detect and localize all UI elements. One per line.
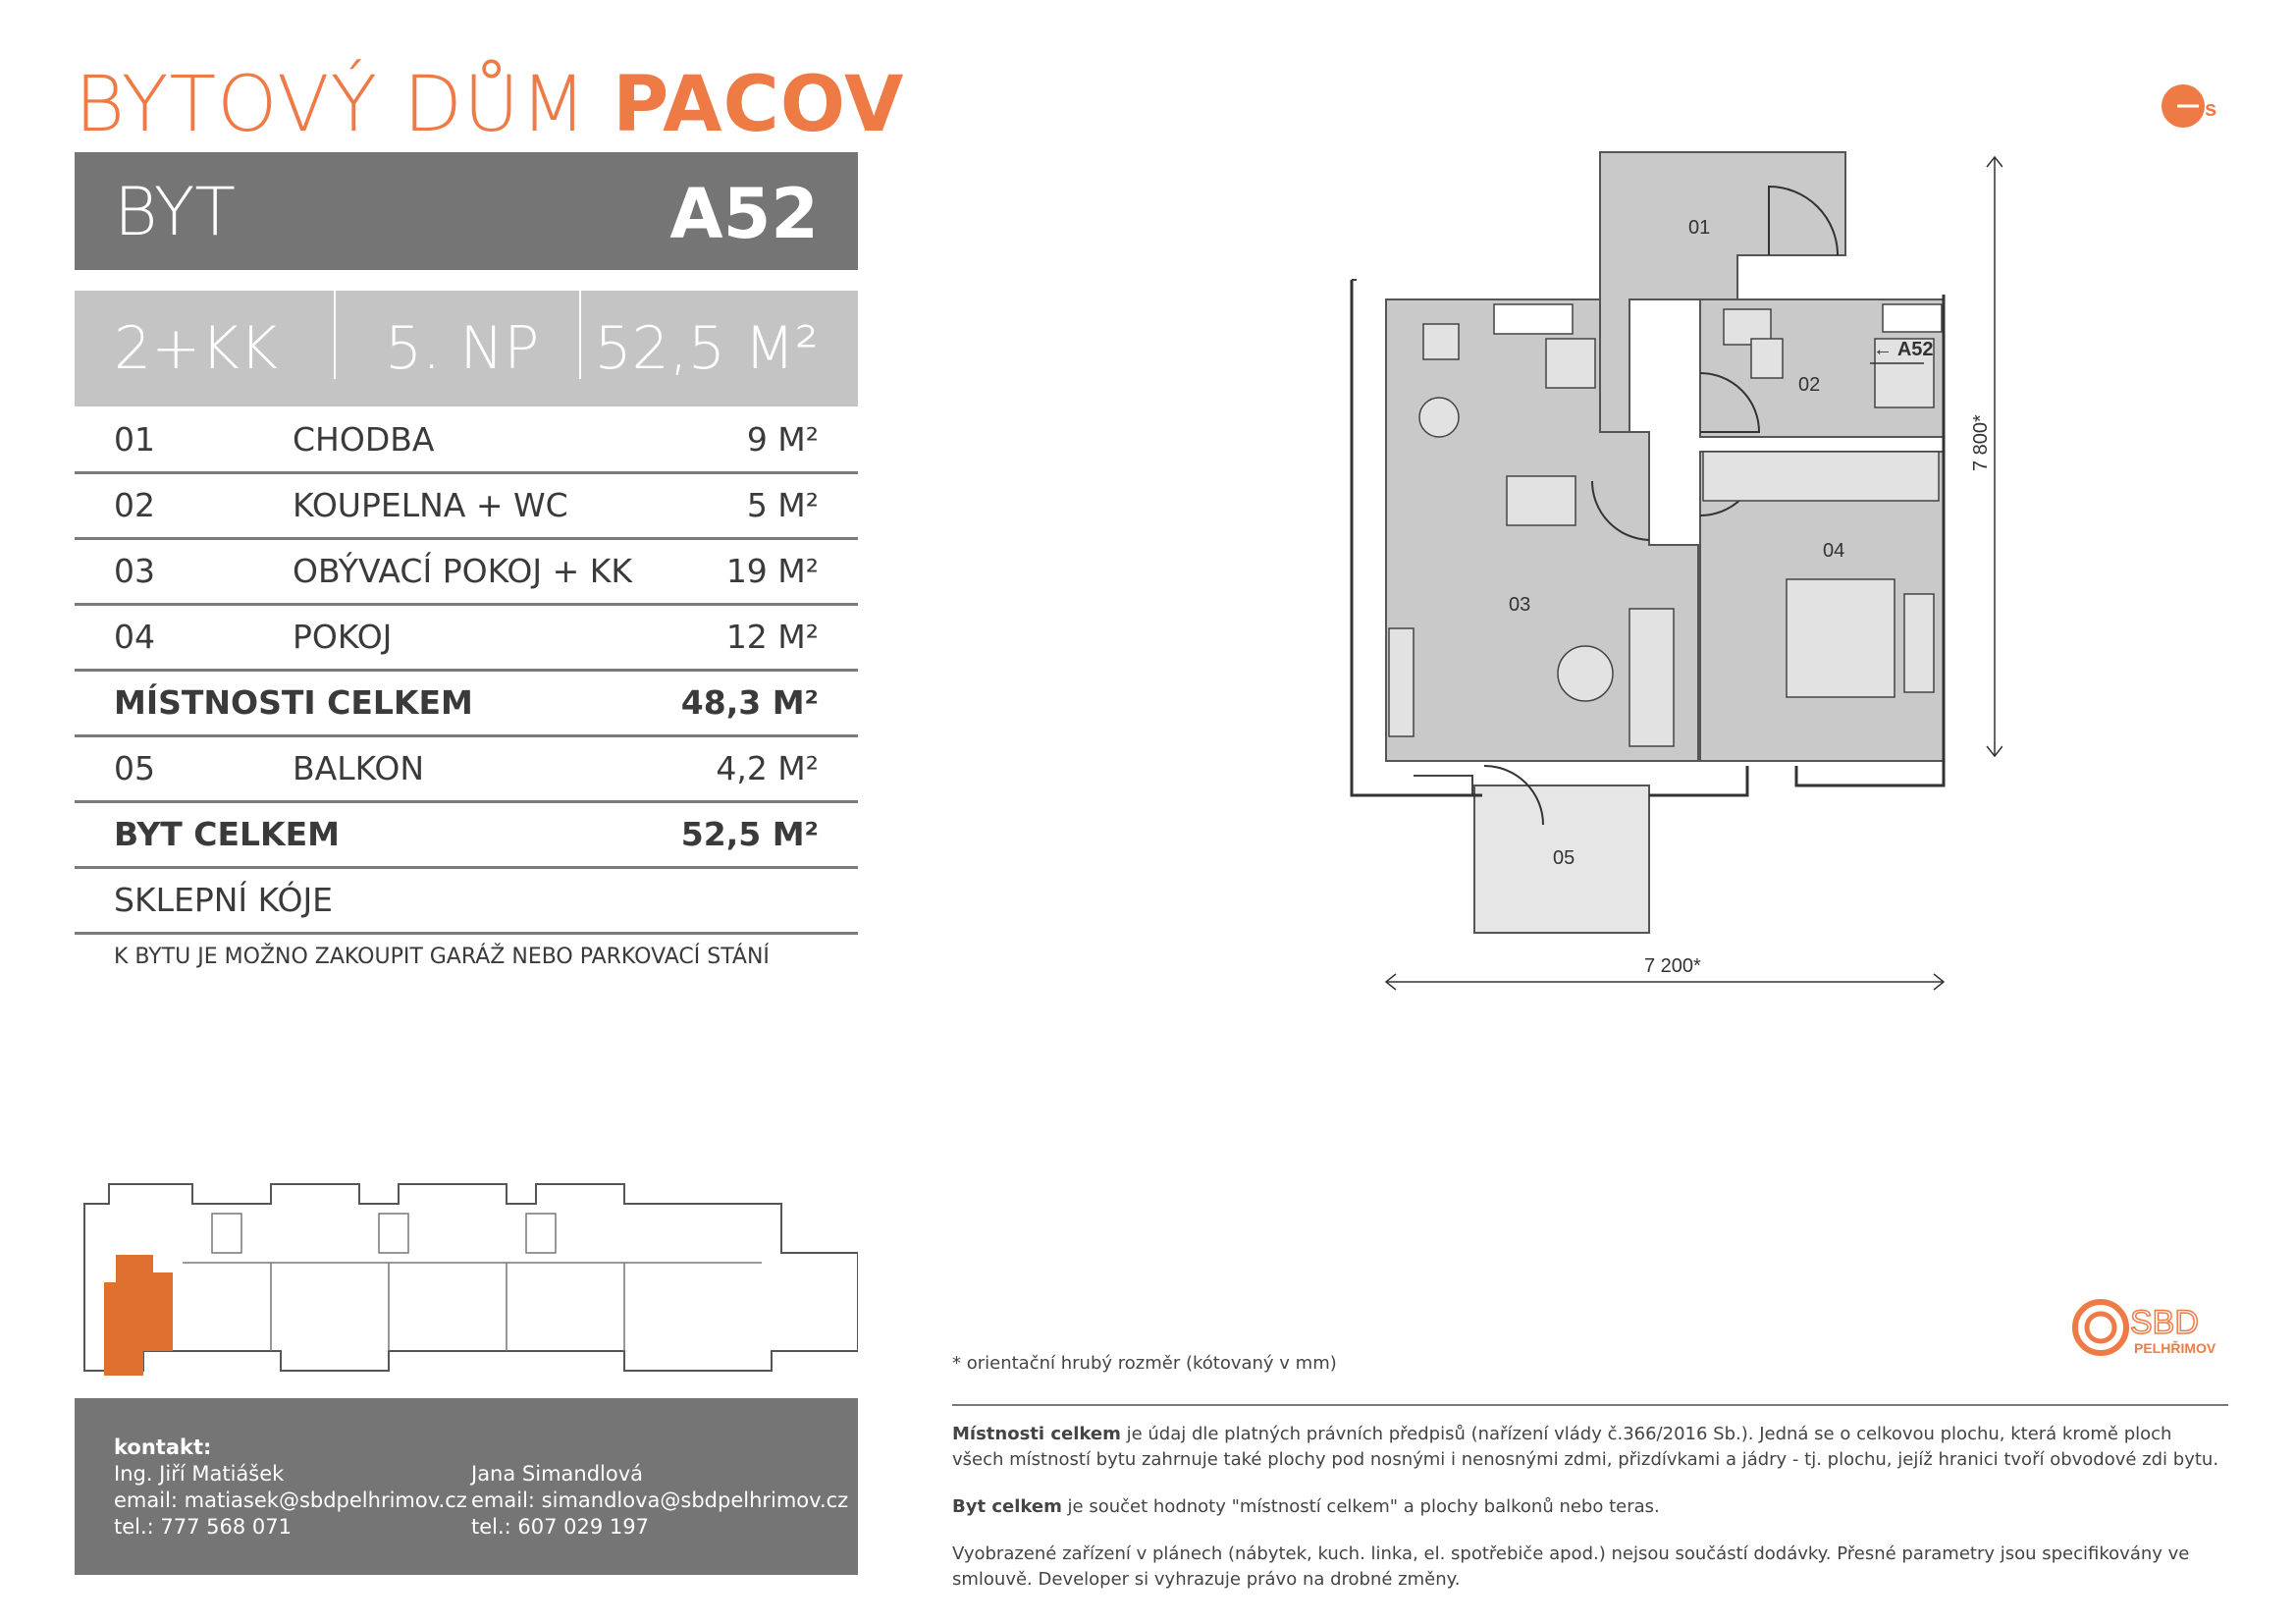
balcony-row xyxy=(75,735,858,803)
contact-name: Ing. Jiří Matiášek xyxy=(114,1462,285,1486)
cellar-label: SKLEPNÍ KÓJE xyxy=(114,881,334,919)
room-name: OBÝVACÍ POKOJ + KK xyxy=(293,552,633,590)
room-label: 05 xyxy=(1553,847,1575,869)
legal-text: je součet hodnoty "místností celkem" a plochy balkonů nebo teras. xyxy=(1061,1496,1660,1517)
room-number: 01 xyxy=(114,420,155,459)
room-number: 03 xyxy=(114,552,155,590)
summary-layout: 2+KK xyxy=(114,314,279,383)
entry-label: ← A52 xyxy=(1873,339,1934,360)
room-label: 03 xyxy=(1509,594,1531,616)
unit-label: BYT xyxy=(114,174,236,251)
table-row xyxy=(75,472,858,540)
contact-phone: tel.: 607 029 197 xyxy=(471,1515,650,1539)
legal-term: Místnosti celkem xyxy=(952,1424,1121,1444)
contact-panel xyxy=(75,1398,858,1575)
sbd-logo xyxy=(2071,1296,2238,1365)
room-area: 5 M² xyxy=(746,486,819,524)
room-area: 19 M² xyxy=(725,552,819,590)
room-name: KOUPELNA + WC xyxy=(293,486,568,524)
table-row xyxy=(75,604,858,672)
title-bold: PACOV xyxy=(613,61,905,149)
contact-person-1 xyxy=(114,1461,467,1541)
floor-plan xyxy=(1335,137,2002,992)
legal-paragraph xyxy=(952,1422,2228,1473)
corner-logo-text: s xyxy=(2205,96,2217,121)
room-name: BALKON xyxy=(293,749,425,787)
rooms-total-label: MÍSTNOSTI CELKEM xyxy=(114,683,473,722)
dimension-width: 7 200* xyxy=(1644,955,1701,977)
building-overview xyxy=(75,1174,858,1380)
contact-email: email: matiasek@sbdpelhrimov.cz xyxy=(114,1489,467,1512)
room-area: 9 M² xyxy=(746,420,819,459)
sbd-logo-subtext: PELHŘIMOV xyxy=(2134,1340,2216,1356)
rooms-total-row xyxy=(75,670,858,737)
room-label: 02 xyxy=(1798,374,1821,396)
corner-logo xyxy=(2160,82,2238,132)
room-name: CHODBA xyxy=(293,420,435,459)
flat-total-area: 52,5 M² xyxy=(680,815,819,853)
unit-header xyxy=(75,152,858,270)
legal-paragraph xyxy=(952,1494,2228,1520)
room-label: 01 xyxy=(1688,217,1711,239)
room-name: POKOJ xyxy=(293,618,393,656)
contact-phone: tel.: 777 568 071 xyxy=(114,1515,293,1539)
divider xyxy=(334,291,336,379)
contact-email: email: simandlova@sbdpelhrimov.cz xyxy=(471,1489,849,1512)
sbd-logo-text: SBD xyxy=(2130,1304,2199,1341)
room-number: 04 xyxy=(114,618,155,656)
garage-note: K BYTU JE MOŽNO ZAKOUPIT GARÁŽ NEBO PARKOVACÍ STÁNÍ xyxy=(114,945,770,969)
dimension-height: 7 800* xyxy=(1970,414,1992,471)
divider xyxy=(952,1404,2228,1406)
cellar-row xyxy=(75,867,858,935)
summary-area: 52,5 M² xyxy=(594,314,819,383)
legal-term: Byt celkem xyxy=(952,1496,1062,1517)
room-number: 05 xyxy=(114,749,155,787)
legal-text: je údaj dle platných právních předpisů (nařízení vlády č.366/2016 Sb.). Jedná se o celkovou plochu, která kromě ploch všech místností bytu zahrnuje také plochy pod nosnými i nenosnými zdmi, přizdívkami a jádry - tj. plochu, jejíž hranici tvoří obvodové zdi bytu. xyxy=(952,1424,2219,1470)
contact-person-2 xyxy=(471,1461,848,1541)
room-area: 4,2 M² xyxy=(716,749,819,787)
contact-heading: kontakt: xyxy=(114,1435,212,1459)
rooms-total-area: 48,3 M² xyxy=(680,683,819,722)
legal-notes xyxy=(952,1422,2228,1614)
footnote: * orientační hrubý rozměr (kótovaný v mm) xyxy=(952,1353,1337,1374)
summary-floor: 5. NP xyxy=(385,314,540,383)
legal-paragraph: Vyobrazené zařízení v plánech (nábytek, kuch. linka, el. spotřebiče apod.) nejsou součástí dodávky. Přesné parametry jsou specifikovány ve smlouvě. Developer si vyhrazuje právo na drobné změny. xyxy=(952,1543,2190,1590)
table-row xyxy=(75,538,858,606)
room-area: 12 M² xyxy=(725,618,819,656)
title-light: BYTOVÝ DŮM xyxy=(75,61,614,149)
table-row xyxy=(75,406,858,474)
room-label: 04 xyxy=(1823,540,1845,562)
flat-total-label: BYT CELKEM xyxy=(114,815,340,853)
unit-summary xyxy=(75,291,858,406)
page-title xyxy=(75,61,904,149)
unit-code: A52 xyxy=(669,174,819,254)
contact-name: Jana Simandlová xyxy=(471,1462,644,1486)
room-number: 02 xyxy=(114,486,155,524)
divider xyxy=(579,291,581,379)
flat-total-row xyxy=(75,801,858,869)
